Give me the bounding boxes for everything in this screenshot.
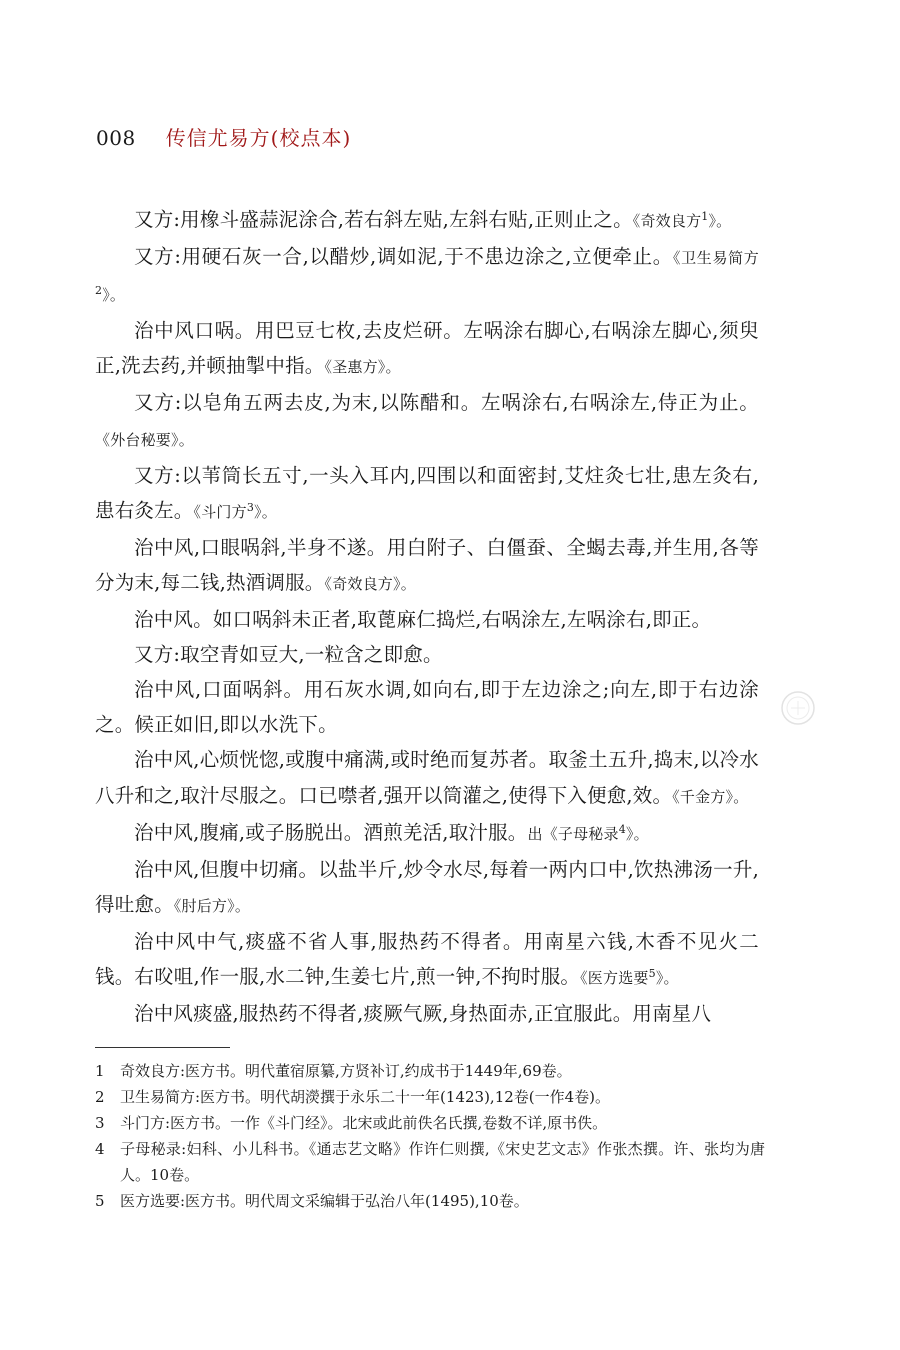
page-number: 008	[96, 126, 136, 150]
footnote-text: 奇效良方:医方书。明代董宿原纂,方贤补订,约成书于1449年,69卷。	[120, 1062, 572, 1080]
paragraph	[95, 458, 759, 530]
paragraph-text: 又方:用硬石灰一合,以醋炒,调如泥,于不患边涂之,立便牵止。	[134, 245, 673, 269]
paragraph-text: 又方:用橡斗盛蒜泥涂合,若右斜左贴,左斜右贴,正则止之。	[134, 208, 633, 231]
paragraph-text: 治中风中气,痰盛不省人事,服热药不得者。用南星六钱,木香不见火二钱。右㕮咀,作一服,水二钟,生姜七片,煎一钟,不拘时服。	[95, 929, 759, 988]
source-citation: 《外台秘要》。	[95, 430, 194, 449]
footnote-ref: 4	[618, 822, 626, 836]
book-title: 传信尤易方(校点本)	[165, 126, 352, 150]
paragraph-text: 治中风,口面㖞斜。用石灰水调,如向右,即于左边涂之;向左,即于右边涂之。候正如旧,即以水洗下。	[95, 678, 759, 737]
paragraph-text: 治中风痰盛,服热药不得者,痰厥气厥,身热面赤,正宜服此。用南星八	[134, 1002, 712, 1026]
footnote-text: 子母秘录:妇科、小儿科书。《通志艺文略》作许仁则撰,《宋史艺文志》作张杰撰。许、张均为唐人。10卷。	[120, 1140, 765, 1184]
footnote	[95, 1058, 765, 1084]
paragraph-text: 治中风口㖞。用巴豆七枚,去皮烂研。左㖞涂右脚心,右㖞涂左脚心,须臾正,洗去药,并顿抽掣中指。	[95, 319, 759, 378]
paragraph-text: 又方:以苇筒长五寸,一头入耳内,四围以和面密封,艾炷灸七壮,患左灸右,患右灸左。	[95, 463, 759, 522]
paragraph-text: 又方:以皂角五两去皮,为末,以陈醋和。左㖞涂右,右㖞涂左,侍正为止。	[134, 391, 759, 415]
paragraph	[95, 637, 759, 672]
footnote	[95, 1188, 765, 1214]
footnote-number: 1	[95, 1062, 105, 1080]
source-citation: 《肘后方》。	[173, 896, 251, 915]
footnote	[95, 1110, 765, 1136]
paragraph	[95, 672, 759, 742]
main-text	[95, 202, 759, 1031]
footnote	[95, 1136, 765, 1188]
footnote-number: 5	[95, 1192, 105, 1210]
source-citation: 《奇效良方》。	[324, 574, 416, 593]
paragraph	[95, 385, 759, 457]
paragraph	[95, 924, 759, 996]
paragraph	[95, 202, 759, 239]
paragraph	[95, 815, 759, 852]
source-citation: 《卫生易简方$^2$》。	[95, 249, 759, 305]
paragraph	[95, 239, 759, 313]
running-header	[96, 124, 351, 152]
paragraph-text: 治中风。如口㖞斜未正者,取蓖麻仁捣烂,右㖞涂左,左㖞涂右,即正。	[134, 608, 712, 632]
paragraph	[95, 742, 759, 814]
footnote-ref: 2	[95, 284, 103, 298]
footnote-number: 3	[95, 1114, 105, 1132]
footnote-ref: 1	[701, 210, 709, 223]
footnote-ref: 3	[246, 500, 255, 514]
paragraph	[95, 602, 759, 637]
circular-watermark-icon	[780, 690, 816, 726]
paragraph	[95, 852, 759, 924]
paragraph	[95, 313, 759, 385]
paragraph-text: 治中风,口眼㖞斜,半身不遂。用白附子、白僵蚕、全蝎去毒,并生用,各等分为末,每二钱,热酒调服。	[95, 535, 759, 594]
footnote-ref: 5	[648, 966, 656, 980]
source-citation: 出《子母秘录$^4$》。	[527, 822, 649, 843]
paragraph	[95, 530, 759, 602]
source-citation: 《医方选要$^5$》。	[580, 966, 679, 987]
paragraph-text: 治中风,但腹中切痛。以盐半斤,炒令水尽,每着一两内口中,饮热沸汤一升,得吐愈。	[95, 857, 759, 916]
paragraph	[95, 996, 759, 1031]
paragraph-text: 治中风,腹痛,或子肠脱出。酒煎羌活,取汁服。	[134, 820, 528, 844]
source-citation: 《奇效良方$^1$》。	[632, 210, 732, 230]
footnotes	[95, 1058, 765, 1214]
source-citation: 《斗门方$^3$》。	[193, 500, 277, 521]
footnote-text: 医方选要:医方书。明代周文采编辑于弘治八年(1495),10卷。	[120, 1192, 529, 1210]
footnote-text: 卫生易简方:医方书。明代胡濙撰于永乐二十一年(1423),12卷(一作4卷)。	[120, 1088, 611, 1106]
footnote-text: 斗门方:医方书。一作《斗门经》。北宋或此前佚名氏撰,卷数不详,原书佚。	[120, 1114, 608, 1132]
footnote	[95, 1084, 765, 1110]
footnote-number: 4	[95, 1140, 105, 1158]
footnote-number: 2	[95, 1088, 105, 1106]
source-citation: 《圣惠方》。	[324, 358, 401, 377]
paragraph-text: 又方:取空青如豆大,一粒含之即愈。	[134, 643, 443, 667]
paragraph-text: 治中风,心烦恍惚,或腹中痛满,或时绝而复苏者。取釜土五升,捣末,以冷水八升和之,取汁尽服之。口已噤者,强开以筒灌之,使得下入便愈,效。	[95, 748, 759, 807]
footnote-divider	[95, 1047, 230, 1048]
source-citation: 《千金方》。	[672, 787, 749, 806]
